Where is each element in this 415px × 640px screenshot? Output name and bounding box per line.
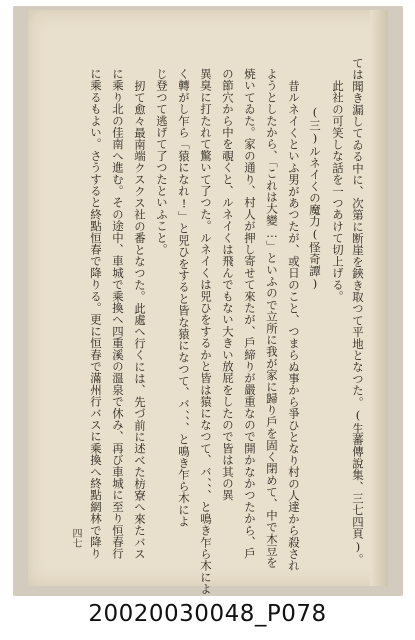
text-column: ては聞き漏してゐる中に、次第に断崖を鋏き取つて平地となつた。(生蕃傳說集、三七四頁)。: [351, 57, 365, 566]
text-column: 此社の可笑しな話を一つあけて切上げる。: [331, 80, 345, 303]
text-column: 焼いてゐた。家の通り、村人が押し寄せて來たが、戶締りが嚴重なので開かなかつたから、戶: [243, 68, 257, 560]
text-column: 異臭に打たれて驚いて了つた。ルネイくは兕ひをするかと皆は猿になつて、バ、、、と鳴き乍ら木によ: [199, 68, 213, 595]
section-heading: (三)ルネイくの魔力(怪奇譚): [308, 105, 322, 291]
text-column: に乘るもよい。さうすると終點恒春で降りる。更に恒春で滿州行バスに乘換へ終點網林で降り: [89, 68, 103, 560]
binding-edge: [370, 10, 388, 586]
text-column: 扨て愈々最南端クスクス社の番となつた。此處へ行くには、先づ前に述べた枋寮へ來たバス: [133, 80, 147, 560]
text-column: に乘り北の佳南へ進む。その途中、車城で乘換へ四重溪の溫泉で休み、再び車城に至り恒春行: [111, 68, 125, 560]
text-column: 昔ルネイくといふ男があつたが、或日のこと、つまらぬ事から爭ひとなり村の人達から殺され: [287, 80, 301, 572]
text-column: く轉がし乍ら「猿になれ!」と兕ひをすると皆な猿になつて、バ、、、と鳴き乍ら木によ: [177, 68, 191, 528]
text-column: じ登つて逃げて了つたといふこと。: [155, 68, 169, 256]
text-column: の節穴から中を覗くと、ルネイくは飛んでもない大きい放屁をしたので皆は其の異: [221, 68, 235, 501]
page-number: 四七: [70, 528, 81, 548]
text-column: ようとしたから、「これは大變…」といふので立所に我が家に歸り戶を固く閉めて、中で木豆を: [265, 68, 279, 568]
book-page: [28, 10, 388, 595]
archive-id-caption: 20020030048_P078: [88, 601, 327, 627]
